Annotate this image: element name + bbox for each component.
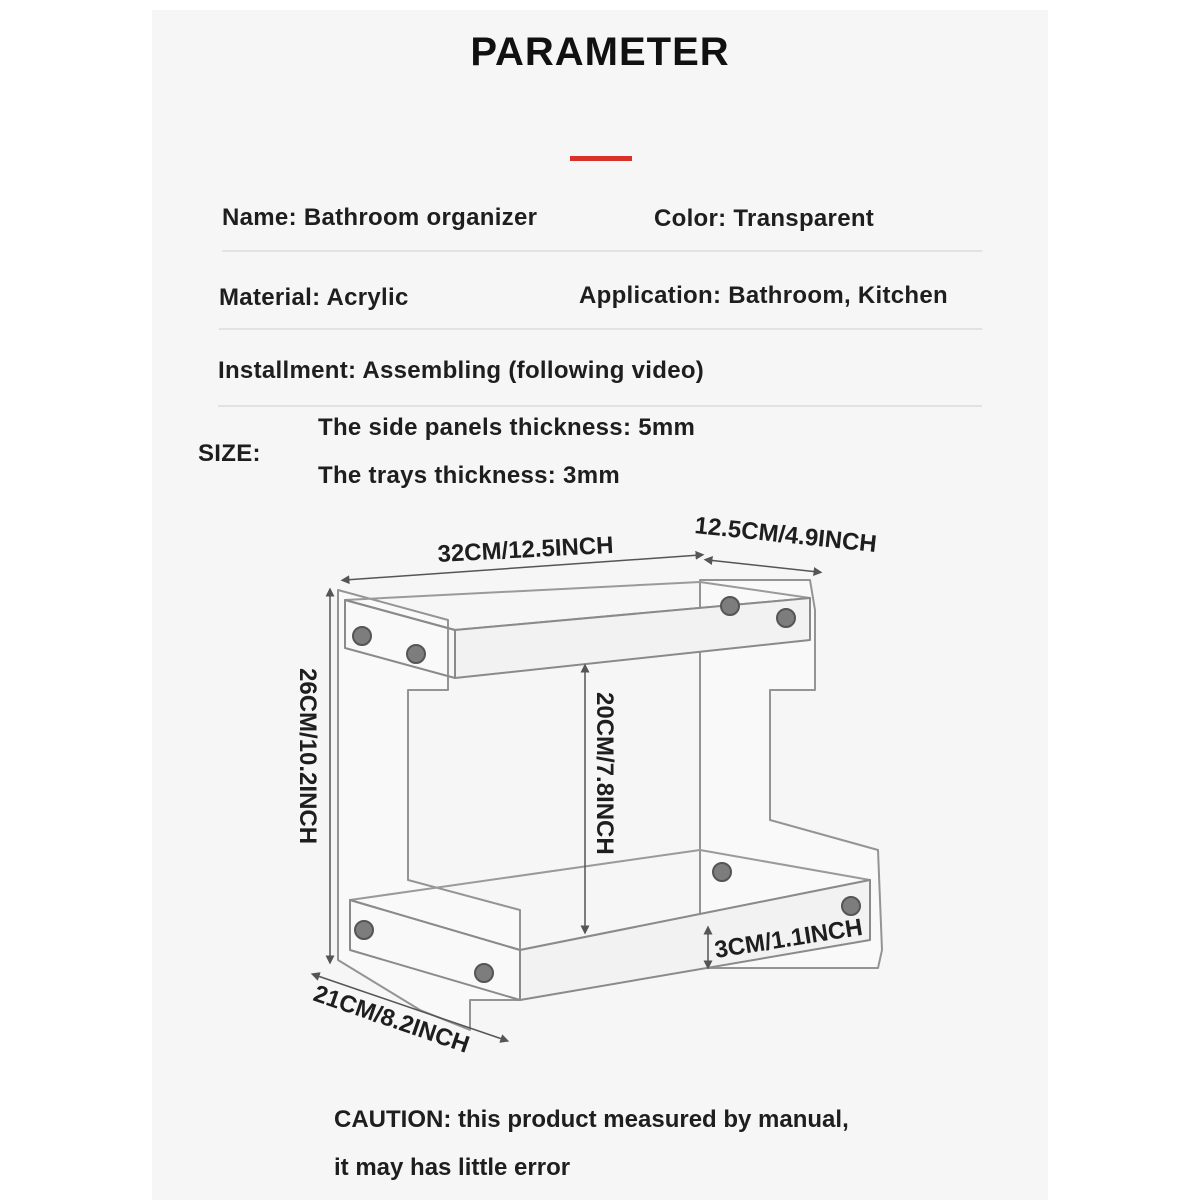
size-side-panels: The side panels thickness: 5mm <box>318 414 696 441</box>
divider <box>219 328 982 330</box>
organizer-dimension-diagram <box>280 500 920 1080</box>
screw-icon <box>777 609 795 627</box>
caution-line-2: it may has little error <box>334 1154 571 1181</box>
screw-icon <box>721 597 739 615</box>
dimension-inner-height-label: 20CM/7.8INCH <box>591 692 618 855</box>
divider <box>218 405 982 407</box>
title-accent-bar <box>570 156 632 161</box>
dimension-height-label: 26CM/10.2INCH <box>294 668 321 845</box>
screw-icon <box>475 964 493 982</box>
spec-application: Application: Bathroom, Kitchen <box>579 282 948 309</box>
dimension-depth-top-label: 12.5CM/4.9INCH <box>693 512 878 559</box>
screw-icon <box>842 897 860 915</box>
dimension-depth-bottom-label: 21CM/8.2INCH <box>310 980 473 1059</box>
dimension-width-label: 32CM/12.5INCH <box>436 531 615 568</box>
page-title: PARAMETER <box>470 30 730 74</box>
spec-installment: Installment: Assembling (following video) <box>218 357 705 384</box>
screw-icon <box>407 645 425 663</box>
spec-material: Material: Acrylic <box>219 284 409 311</box>
screw-icon <box>713 863 731 881</box>
size-trays: The trays thickness: 3mm <box>318 462 620 489</box>
spec-color: Color: Transparent <box>654 205 875 232</box>
caution-line-1: CAUTION: this product measured by manual, <box>334 1106 849 1133</box>
spec-name: Name: Bathroom organizer <box>222 204 538 231</box>
screw-icon <box>355 921 373 939</box>
divider <box>222 250 982 252</box>
screw-icon <box>353 627 371 645</box>
size-label: SIZE: <box>198 440 261 467</box>
dimension-tray-lip-label: 3CM/1.1INCH <box>712 913 865 964</box>
